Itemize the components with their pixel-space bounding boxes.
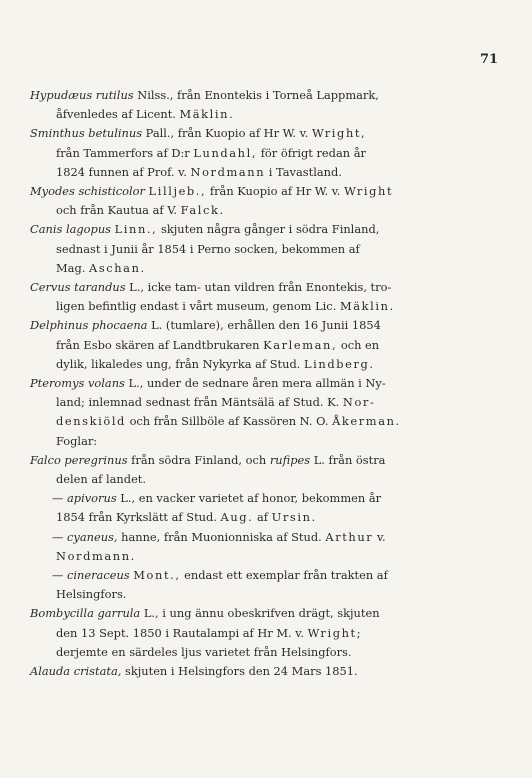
text-run: Foglar: [56,433,98,448]
text-line [30,489,508,508]
text-line [30,643,508,662]
text-run: för öfrigt redan år [257,145,366,160]
text-run: L., i ung ännu obeskrifven drägt, skjuten [140,606,380,621]
text-line [30,624,508,643]
text-run: den 13 Sept. 1850 i Rautalampi af Hr M. v. [56,625,308,640]
species-name: apivorus [67,491,117,506]
text-line [30,105,508,124]
text-line [30,124,508,143]
person-name: Lilljeb., [148,184,207,199]
species-name: Cervus tarandus [30,280,126,295]
person-name: Nor- [342,395,376,410]
text-run: från Esbo skären af Landtbrukaren [56,337,264,352]
text-line [30,528,508,547]
text-run: skjuten några gånger i södra Finland, [157,222,380,237]
text-run: från Tammerfors af D:r [56,145,194,160]
section-heading [30,432,508,451]
species-name: Hypudæus rutilus [30,88,134,102]
text-run: — [52,568,68,583]
text-run: land; inlemnad sednast från Mäntsälä af Stud. K. [56,395,343,410]
person-name: Mäklin. [339,299,395,314]
text-line [30,336,508,355]
text-line [30,86,508,105]
text-line [30,662,508,681]
text-run: hanne, från Muonionniska af Stud. [117,529,326,544]
text-run: Pall., från Kuopio af Hr W. v. [142,126,312,141]
text-run: ligen befintlig endast i vårt museum, genom Lic. [56,299,340,314]
text-line [30,585,508,604]
species-name: Delphinus phocaena [30,318,148,333]
text-line [30,163,508,182]
species-name: Sminthus betulinus [30,126,143,141]
person-name: Wright, [311,126,367,141]
text-line [30,182,508,201]
text-run: dylik, likaledes ung, från Nykyrka af Stud. [56,356,305,371]
text-run: 1824 funnen af Prof. v. [56,164,191,179]
text-line [30,393,508,412]
text-run: 1854 från Kyrkslätt af Stud. [56,510,221,525]
person-name: Karleman, [263,337,338,352]
species-name: Alauda cristata, [30,664,122,679]
person-name: Åkerman. [332,414,401,429]
text-run: och från Kautua af V. [56,203,181,218]
text-run: skjuten i Helsingfors den 24 Mars 1851. [121,664,358,679]
text-run: Helsingfors. [56,587,127,602]
species-name: cyaneus, [67,529,118,544]
person-name: Nordmann [190,164,266,179]
text-run: Mag. [56,260,89,275]
text-run: v. [373,529,386,544]
text-line [30,355,508,374]
person-name: Lindberg. [304,356,375,371]
text-line [30,259,508,278]
species-name: Canis lagopus [30,222,112,237]
text-run: L., icke tam- utan vildren från Enontekis, tro- [125,280,392,295]
text-run: åfvenledes af Licent. [56,107,180,122]
species-name: Myodes schisticolor [30,184,145,199]
species-list [30,86,508,681]
text-line [30,566,508,585]
text-run: från södra Finland, och [127,452,270,467]
species-name: Pteromys volans [30,376,125,391]
text-run: delen af landet. [56,472,147,487]
text-run: — [52,491,68,506]
text-line [30,470,508,489]
text-run: i Tavastland. [265,164,342,179]
text-run: L. från östra [310,452,386,467]
text-run: L., en vacker varietet af honor, bekommen år [116,491,382,506]
text-run: L., under de sednare åren mera allmän i Ny- [124,376,386,391]
person-name: Aschan. [89,260,146,275]
text-line [30,451,508,470]
text-line [30,547,508,566]
text-run: Nilss., från Enontekis i Torneå Lappmark, [133,88,379,102]
text-run: af [253,510,272,525]
page-number: 71 [480,52,499,67]
text-run: från Kuopio af Hr W. v. [206,184,345,199]
text-line [30,240,508,259]
person-name: Falck. [180,203,225,218]
text-line [30,220,508,239]
person-name: Lundahl, [193,145,258,160]
text-run: derjemte en särdeles ljus varietet från Helsingfors. [56,644,352,659]
text-run: och en [337,337,380,352]
text-line [30,412,508,431]
text-line [30,297,508,316]
species-name: rufipes [269,452,311,467]
person-name: Arthur [325,529,374,544]
person-name: Ursin. [271,510,317,525]
person-name: Aug. [220,510,254,525]
text-line [30,374,508,393]
text-run: sednast i Junii år 1854 i Perno socken, bekommen af [56,241,360,256]
person-name: Wright [344,184,394,199]
person-name: Mäklin. [179,107,235,122]
text-line [30,316,508,335]
text-line [30,604,508,623]
text-run: L. (tumlare), erhållen den 16 Junii 1854 [147,318,381,333]
text-run: — [52,529,68,544]
species-name: cineraceus [67,568,130,583]
text-run: endast ett exemplar från trakten af [180,568,388,583]
person-name: Mont., [133,568,181,583]
text-line [30,201,508,220]
person-name: Linn., [114,222,158,237]
person-name: denskiöld [56,414,126,429]
text-run: och från Sillböle af Kassören N. O. [125,414,333,429]
text-line [30,508,508,527]
species-name: Falco peregrinus [30,452,128,467]
text-line [30,144,508,163]
person-name: Wright; [307,625,363,640]
text-line [30,278,508,297]
species-name: Bombycilla garrula [30,606,141,621]
person-name: Nordmann. [56,548,136,563]
